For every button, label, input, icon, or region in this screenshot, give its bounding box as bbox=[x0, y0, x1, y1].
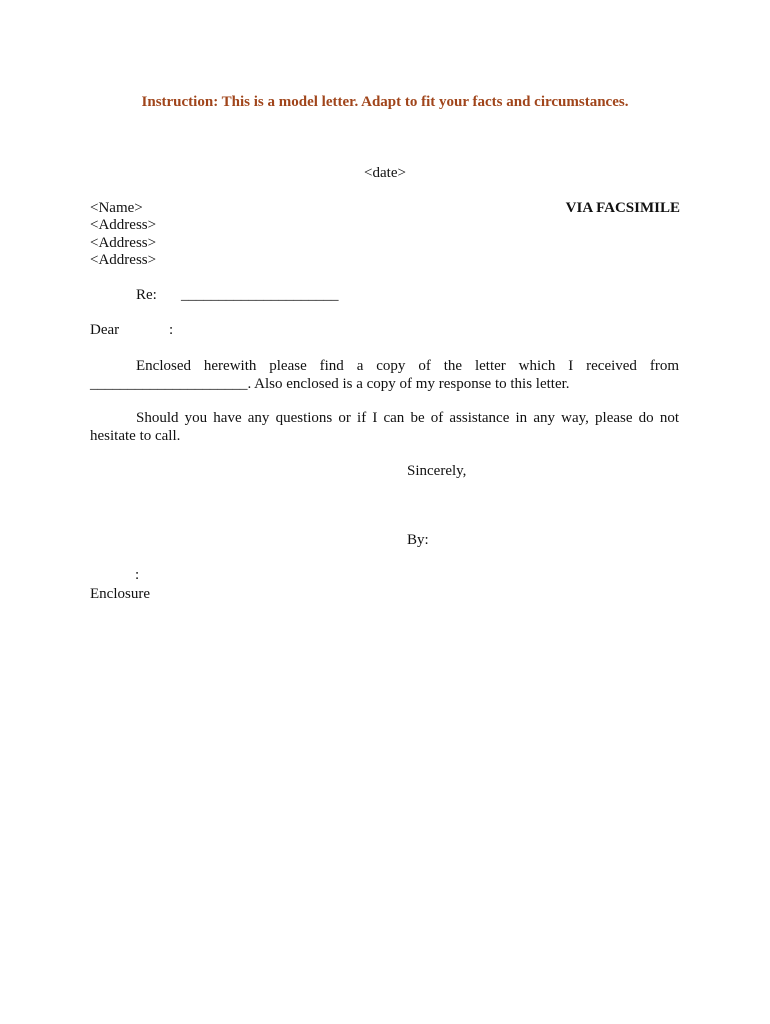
initials-colon: : bbox=[135, 567, 140, 583]
re-blank-line: _____________________ bbox=[181, 287, 339, 303]
salutation: Dear bbox=[90, 322, 120, 338]
body-paragraph: Enclosed herewith please find a copy of the letter which I received from _____________________. Also enclosed is a copy of my response to this letter. bbox=[90, 358, 679, 392]
re-label: Re: bbox=[136, 287, 157, 303]
recipient-address-line: <Address> bbox=[90, 252, 157, 268]
salutation-colon: : bbox=[169, 322, 174, 338]
letter-date: <date> bbox=[364, 165, 406, 181]
closing: Sincerely, bbox=[407, 463, 467, 479]
body-paragraph: Should you have any questions or if I can be of assistance in any way, please do not hesitate to call. bbox=[90, 410, 679, 444]
enclosure-notation: Enclosure bbox=[90, 586, 150, 602]
recipient-address-line: <Address> bbox=[90, 217, 157, 233]
recipient-name: <Name> bbox=[90, 200, 143, 216]
instruction-note: Instruction: This is a model letter. Adapt to fit your facts and circumstances. bbox=[141, 94, 629, 110]
signature-by: By: bbox=[407, 532, 429, 548]
recipient-address-line: <Address> bbox=[90, 235, 157, 251]
delivery-method: VIA FACSIMILE bbox=[565, 200, 680, 216]
